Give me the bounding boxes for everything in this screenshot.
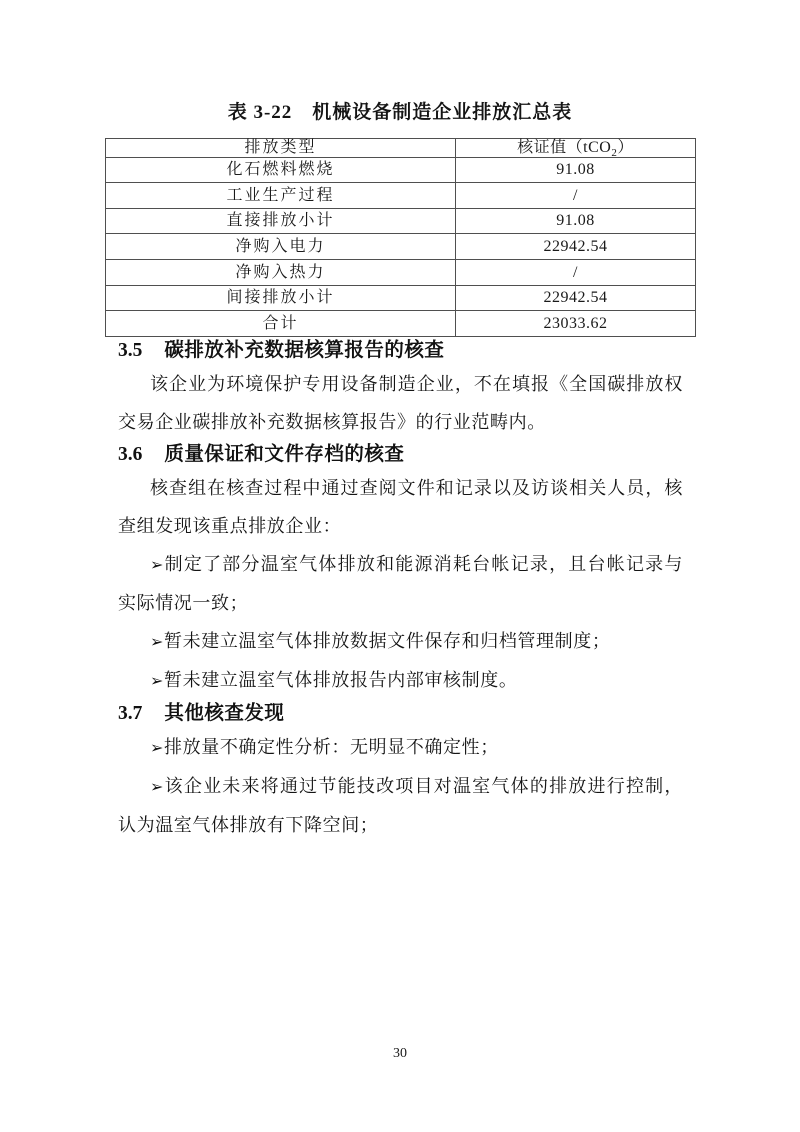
table-row (106, 183, 696, 209)
header-verified-value-text: 核证值（tCO (517, 139, 612, 156)
section-heading-3-7 (118, 700, 683, 728)
table-row (106, 157, 696, 183)
body-text-column (118, 337, 683, 844)
section-title: 质量保证和文件存档的核查 (164, 444, 405, 465)
header-emission-type: 排放类型 (106, 139, 456, 158)
row-value: 22942.54 (456, 285, 696, 311)
row-label: 工业生产过程 (106, 183, 456, 209)
co2-subscript: 2 (611, 147, 618, 160)
bullet-text: 排放量不确定性分析：无明显不确定性； (164, 737, 499, 757)
row-value: 91.08 (456, 208, 696, 234)
section-title: 碳排放补充数据核算报告的核查 (164, 340, 445, 361)
arrow-bullet-icon: ➢ (150, 777, 165, 796)
bullet-text: 暂未建立温室气体排放数据文件保存和归档管理制度； (164, 631, 611, 651)
section-number: 3.6 (118, 444, 143, 465)
bullet-item (118, 661, 683, 700)
section-number: 3.7 (118, 703, 143, 724)
section-title: 其他核查发现 (164, 703, 285, 724)
table-row (106, 260, 696, 286)
bullet-text: 暂未建立温室气体排放报告内部审核制度。 (164, 670, 518, 690)
table-row (106, 208, 696, 234)
paragraph-3-5: 该企业为环境保护专用设备制造企业，不在填报《全国碳排放权交易企业碳排放补充数据核算报告》的行业范畴内。 (118, 374, 683, 432)
arrow-bullet-icon: ➢ (150, 632, 165, 651)
row-label: 直接排放小计 (106, 208, 456, 234)
row-value: / (456, 260, 696, 286)
row-label: 化石燃料燃烧 (106, 157, 456, 183)
row-label: 净购入热力 (106, 260, 456, 286)
table-caption-title: 机械设备制造企业排放汇总表 (312, 102, 573, 123)
bullet-text: 该企业未来将通过节能技改项目对温室气体的排放进行控制，认为温室气体排放有下降空间； (118, 776, 683, 835)
bullet-text: 制定了部分温室气体排放和能源消耗台帐记录，且台帐记录与实际情况一致； (118, 554, 683, 613)
table-caption-number: 表 3-22 (227, 102, 293, 123)
section-heading-3-6 (118, 441, 683, 469)
row-value: 91.08 (456, 157, 696, 183)
row-value: 22942.54 (456, 234, 696, 260)
header-verified-value-close: ） (617, 139, 634, 156)
row-value: 23033.62 (456, 311, 696, 337)
row-label: 间接排放小计 (106, 285, 456, 311)
bullet-item (118, 767, 683, 844)
arrow-bullet-icon: ➢ (150, 555, 165, 574)
section-heading-3-5 (118, 337, 683, 365)
row-label: 净购入电力 (106, 234, 456, 260)
table-row (106, 234, 696, 260)
bullet-item (118, 622, 683, 661)
bullet-item (118, 545, 683, 622)
page-number: 30 (393, 1046, 407, 1061)
section-number: 3.5 (118, 340, 143, 361)
arrow-bullet-icon: ➢ (150, 671, 165, 690)
table-row (106, 311, 696, 337)
header-verified-value (456, 139, 696, 158)
paragraph-3-6: 核查组在核查过程中通过查阅文件和记录以及访谈相关人员，核查组发现该重点排放企业： (118, 478, 683, 536)
table-header-row (106, 139, 696, 158)
table-row (106, 285, 696, 311)
emissions-summary-table (105, 138, 696, 337)
bullet-item (118, 728, 683, 767)
table-caption (0, 97, 800, 128)
emissions-table-container (105, 138, 695, 337)
row-value: / (456, 183, 696, 209)
arrow-bullet-icon: ➢ (150, 738, 165, 757)
row-label: 合计 (106, 311, 456, 337)
